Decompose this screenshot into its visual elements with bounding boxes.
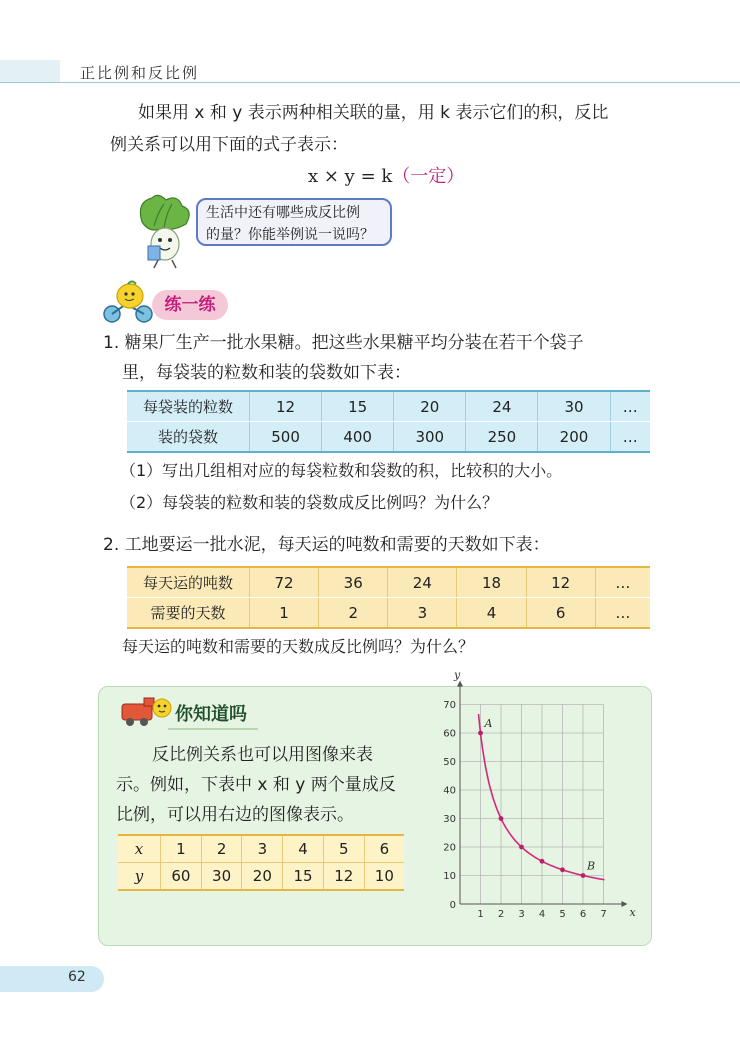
- title-underline: [168, 728, 258, 730]
- table-cell: …: [595, 567, 650, 598]
- q1-line-1: 1. 糖果厂生产一批水果糖。把这些水果糖平均分装在若干个袋子: [103, 333, 584, 353]
- data-point: [499, 816, 504, 821]
- table-cell: 4: [283, 835, 324, 863]
- table-row: [118, 835, 404, 863]
- table-cell: 12: [250, 391, 322, 422]
- bubble-line-1: 生活中还有哪些成反比例: [206, 205, 360, 221]
- table-cell: 6: [364, 835, 404, 863]
- table-cell: 20: [242, 863, 283, 891]
- table-cell: 30: [201, 863, 242, 891]
- know-line-1: 反比例关系也可以用图像来表: [152, 745, 373, 765]
- table-cell: 30: [538, 391, 610, 422]
- table-row: [118, 863, 404, 891]
- x-tick-label: 5: [559, 909, 566, 920]
- table-cell: 12: [323, 863, 364, 891]
- table-cell: 15: [322, 391, 394, 422]
- inverse-proportion-chart: [430, 668, 640, 922]
- table-header-cell: 需要的天数: [150, 604, 226, 622]
- table-cell: …: [595, 598, 650, 629]
- table-cell: 200: [538, 422, 610, 453]
- table-cell: 3: [242, 835, 283, 863]
- y-tick-label: 10: [443, 871, 456, 882]
- table-cell: …: [610, 422, 650, 453]
- table-cell: 6: [526, 598, 595, 629]
- table-cell: 10: [364, 863, 404, 891]
- table-cell: 1: [161, 835, 202, 863]
- page-number-tab: [0, 966, 104, 992]
- y-tick-label: 70: [443, 700, 456, 711]
- x-axis-label: x: [629, 906, 636, 919]
- table-cell: 5: [323, 835, 364, 863]
- data-point: [519, 845, 524, 850]
- table-header-cell: x: [118, 835, 161, 863]
- table-cell: 1: [250, 598, 319, 629]
- table-cell: …: [610, 391, 650, 422]
- table-cell: 500: [250, 422, 322, 453]
- x-tick-label: 6: [579, 909, 587, 920]
- x-tick-label: 1: [477, 909, 484, 920]
- y-tick-label: 50: [443, 757, 456, 768]
- table-cell: 3: [388, 598, 457, 629]
- table-cell: 24: [466, 391, 538, 422]
- table-row: [127, 422, 650, 453]
- formula-note: （一定）: [392, 166, 465, 187]
- table-cell: 24: [388, 567, 457, 598]
- know-line-2: 示。例如，下表中 x 和 y 两个量成反: [116, 775, 396, 795]
- q2-question: 每天运的吨数和需要的天数成反比例吗？为什么？: [122, 637, 475, 656]
- know-line-3: 比例，可以用右边的图像表示。: [116, 805, 354, 825]
- table-cell: 60: [161, 863, 202, 891]
- formula-expression: x × y = k: [308, 166, 393, 187]
- x-tick-label: 3: [518, 909, 525, 920]
- candy-table: [127, 390, 650, 453]
- table-cell: 4: [457, 598, 526, 629]
- table-row: [127, 391, 650, 422]
- did-you-know-title: 你知道吗: [175, 704, 247, 725]
- train-icon: [118, 692, 174, 728]
- table-header-cell: 装的袋数: [157, 428, 218, 446]
- table-cell: 300: [394, 422, 466, 453]
- page-number: 62: [68, 969, 86, 985]
- x-tick-label: 7: [600, 909, 607, 920]
- table-cell: 400: [322, 422, 394, 453]
- xy-table: [118, 834, 404, 891]
- table-cell: 20: [394, 391, 466, 422]
- table-cell: 36: [319, 567, 388, 598]
- y-axis-label: y: [454, 668, 461, 682]
- table-row: [127, 598, 650, 629]
- chapter-title: 正比例和反比例: [80, 64, 200, 82]
- y-tick-label: 60: [443, 728, 456, 740]
- data-point: [560, 867, 565, 872]
- origin-label: 0: [449, 900, 456, 911]
- data-point: [540, 859, 545, 864]
- table-cell: 18: [457, 567, 526, 598]
- table-header-cell: 每天运的吨数: [127, 567, 250, 598]
- x-tick-label: 2: [497, 909, 505, 920]
- data-point: [478, 731, 483, 736]
- q1-line-2: 里，每袋装的粒数和装的袋数如下表：: [122, 363, 411, 383]
- lemon-motorbike-icon: [100, 280, 156, 324]
- y-tick-label: 40: [443, 785, 456, 797]
- intro-line-2: 例关系可以用下面的式子表示：: [110, 135, 348, 155]
- chart-annotations: [484, 717, 596, 873]
- speech-bubble: [196, 198, 392, 246]
- bubble-line-2: 的量？你能举例说一说吗？: [206, 227, 374, 243]
- table-cell: 2: [319, 598, 388, 629]
- point-label-b: B: [587, 859, 596, 873]
- table-row: [127, 567, 650, 598]
- practice-title: 练一练: [152, 290, 228, 320]
- q2-line-1: 2. 工地要运一批水泥，每天运的吨数和需要的天数如下表：: [103, 535, 550, 555]
- table-cell: 15: [283, 863, 324, 891]
- y-tick-label: 30: [443, 814, 456, 825]
- inverse-formula: [308, 162, 464, 188]
- table-header-cell: y: [134, 867, 144, 885]
- point-label-a: A: [484, 717, 493, 730]
- x-tick-label: 4: [538, 909, 546, 920]
- y-tick-label: 20: [443, 842, 456, 854]
- cement-table: [127, 566, 650, 629]
- data-point: [581, 873, 586, 878]
- q1-sub-1: （1）写出几组相对应的每袋粒数和袋数的积，比较积的大小。: [120, 461, 563, 480]
- intro-line-1: 如果用 x 和 y 表示两种相关联的量，用 k 表示它们的积，反比: [138, 103, 609, 123]
- table-cell: 12: [526, 567, 595, 598]
- q1-sub-2: （2）每袋装的粒数和装的袋数成反比例吗？为什么？: [120, 493, 499, 512]
- series-curve: [479, 714, 605, 880]
- table-header-cell: 每袋装的粒数: [127, 391, 250, 422]
- table-cell: 72: [250, 567, 319, 598]
- header-bar: [0, 60, 60, 82]
- table-cell: 250: [466, 422, 538, 453]
- vegetable-mascot-icon: [132, 192, 198, 270]
- table-cell: 2: [201, 835, 242, 863]
- x-axis-arrow-icon: [622, 901, 628, 907]
